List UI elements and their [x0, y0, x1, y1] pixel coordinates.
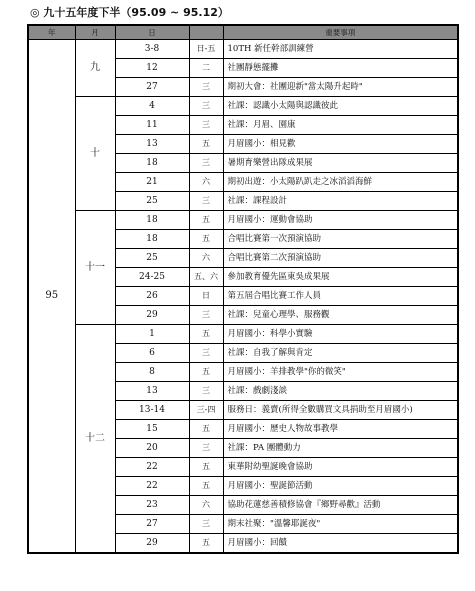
header-year: 年	[28, 25, 75, 40]
event-cell: 協助花蓮慈善積修協會『鄉野尋歡』活動	[223, 496, 458, 515]
event-cell: 暑期育樂營出隊成果展	[223, 154, 458, 173]
event-cell: 合唱比賽第一次預演協助	[223, 230, 458, 249]
date-cell: 13-14	[115, 401, 189, 420]
date-cell: 13	[115, 382, 189, 401]
header-day: 日	[115, 25, 189, 40]
date-cell: 1	[115, 325, 189, 344]
weekday-cell: 三	[189, 97, 223, 116]
weekday-cell: 三	[189, 439, 223, 458]
date-cell: 18	[115, 211, 189, 230]
date-cell: 29	[115, 306, 189, 325]
event-cell: 月眉國小：科學小實驗	[223, 325, 458, 344]
event-cell: 期末社聚："溫馨耶誕夜"	[223, 515, 458, 534]
weekday-cell: 三	[189, 192, 223, 211]
date-cell: 4	[115, 97, 189, 116]
date-cell: 18	[115, 154, 189, 173]
date-cell: 26	[115, 287, 189, 306]
weekday-cell: 三	[189, 306, 223, 325]
event-cell: 社課：認識小太陽與認識彼此	[223, 97, 458, 116]
table-row	[28, 211, 458, 230]
weekday-cell: 五	[189, 325, 223, 344]
weekday-cell: 五、六	[189, 268, 223, 287]
month-cell: 九	[75, 40, 115, 97]
weekday-cell: 三	[189, 382, 223, 401]
month-cell: 十一	[75, 211, 115, 325]
weekday-cell: 三-四	[189, 401, 223, 420]
event-cell: 月眉國小：聖誕節活動	[223, 477, 458, 496]
schedule-table	[27, 24, 459, 554]
weekday-cell: 六	[189, 249, 223, 268]
weekday-cell: 三	[189, 154, 223, 173]
date-cell: 22	[115, 477, 189, 496]
event-cell: 期初出遊：小太陽趴趴走之冰滔滔海鮮	[223, 173, 458, 192]
date-cell: 8	[115, 363, 189, 382]
weekday-cell: 日	[189, 287, 223, 306]
date-cell: 23	[115, 496, 189, 515]
event-cell: 月眉國小：歷史人物故事教學	[223, 420, 458, 439]
table-row	[28, 40, 458, 59]
event-cell: 期初大會：社團迎新"當太陽升起時"	[223, 78, 458, 97]
date-cell: 29	[115, 534, 189, 554]
event-cell: 社課：自我了解與肯定	[223, 344, 458, 363]
table-body	[28, 40, 458, 554]
table-header-row	[28, 25, 458, 40]
date-cell: 15	[115, 420, 189, 439]
event-cell: 10TH 新任幹部訓練營	[223, 40, 458, 59]
event-cell: 服務日：義賣(所得全數購買文具捐助至月眉國小)	[223, 401, 458, 420]
event-cell: 第五屆合唱比賽工作人員	[223, 287, 458, 306]
weekday-cell: 三	[189, 515, 223, 534]
date-cell: 6	[115, 344, 189, 363]
date-cell: 18	[115, 230, 189, 249]
date-cell: 25	[115, 192, 189, 211]
weekday-cell: 五	[189, 477, 223, 496]
date-cell: 12	[115, 59, 189, 78]
month-cell: 十二	[75, 325, 115, 554]
event-cell: 社課：課程設計	[223, 192, 458, 211]
event-cell: 社團靜態擺攤	[223, 59, 458, 78]
table-row	[28, 325, 458, 344]
date-cell: 3-8	[115, 40, 189, 59]
date-cell: 13	[115, 135, 189, 154]
header-month: 月	[75, 25, 115, 40]
event-cell: 月眉國小：相見歡	[223, 135, 458, 154]
date-cell: 27	[115, 78, 189, 97]
weekday-cell: 五	[189, 363, 223, 382]
date-cell: 21	[115, 173, 189, 192]
event-cell: 參加教育優先區東吳成果展	[223, 268, 458, 287]
weekday-cell: 六	[189, 496, 223, 515]
event-cell: 月眉國小：回饋	[223, 534, 458, 554]
weekday-cell: 二	[189, 59, 223, 78]
date-cell: 27	[115, 515, 189, 534]
weekday-cell: 三	[189, 78, 223, 97]
date-cell: 20	[115, 439, 189, 458]
date-cell: 25	[115, 249, 189, 268]
date-cell: 22	[115, 458, 189, 477]
weekday-cell: 三	[189, 116, 223, 135]
weekday-cell: 五	[189, 211, 223, 230]
date-cell: 24-25	[115, 268, 189, 287]
event-cell: 月眉國小：運動會協助	[223, 211, 458, 230]
year-cell: 95	[28, 40, 75, 554]
page-title: ◎ 九十五年度下半（95.09 ~ 95.12）	[30, 6, 229, 19]
weekday-cell: 三	[189, 344, 223, 363]
weekday-cell: 五	[189, 230, 223, 249]
weekday-cell: 六	[189, 173, 223, 192]
weekday-cell: 五	[189, 534, 223, 554]
event-cell: 社課：PA 團體動力	[223, 439, 458, 458]
event-cell: 社課：戲劇淺談	[223, 382, 458, 401]
header-weekday	[189, 25, 223, 40]
event-cell: 東華附幼聖誕晚會協助	[223, 458, 458, 477]
table-row	[28, 97, 458, 116]
weekday-cell: 五	[189, 135, 223, 154]
event-cell: 社課：月眉、園康	[223, 116, 458, 135]
weekday-cell: 日-五	[189, 40, 223, 59]
event-cell: 月眉國小：羊排教學"你的微笑"	[223, 363, 458, 382]
header-events: 重要事項	[223, 25, 458, 40]
weekday-cell: 五	[189, 458, 223, 477]
event-cell: 合唱比賽第二次預演協助	[223, 249, 458, 268]
weekday-cell: 五	[189, 420, 223, 439]
date-cell: 11	[115, 116, 189, 135]
month-cell: 十	[75, 97, 115, 211]
event-cell: 社課：兒童心理學、服務觀	[223, 306, 458, 325]
